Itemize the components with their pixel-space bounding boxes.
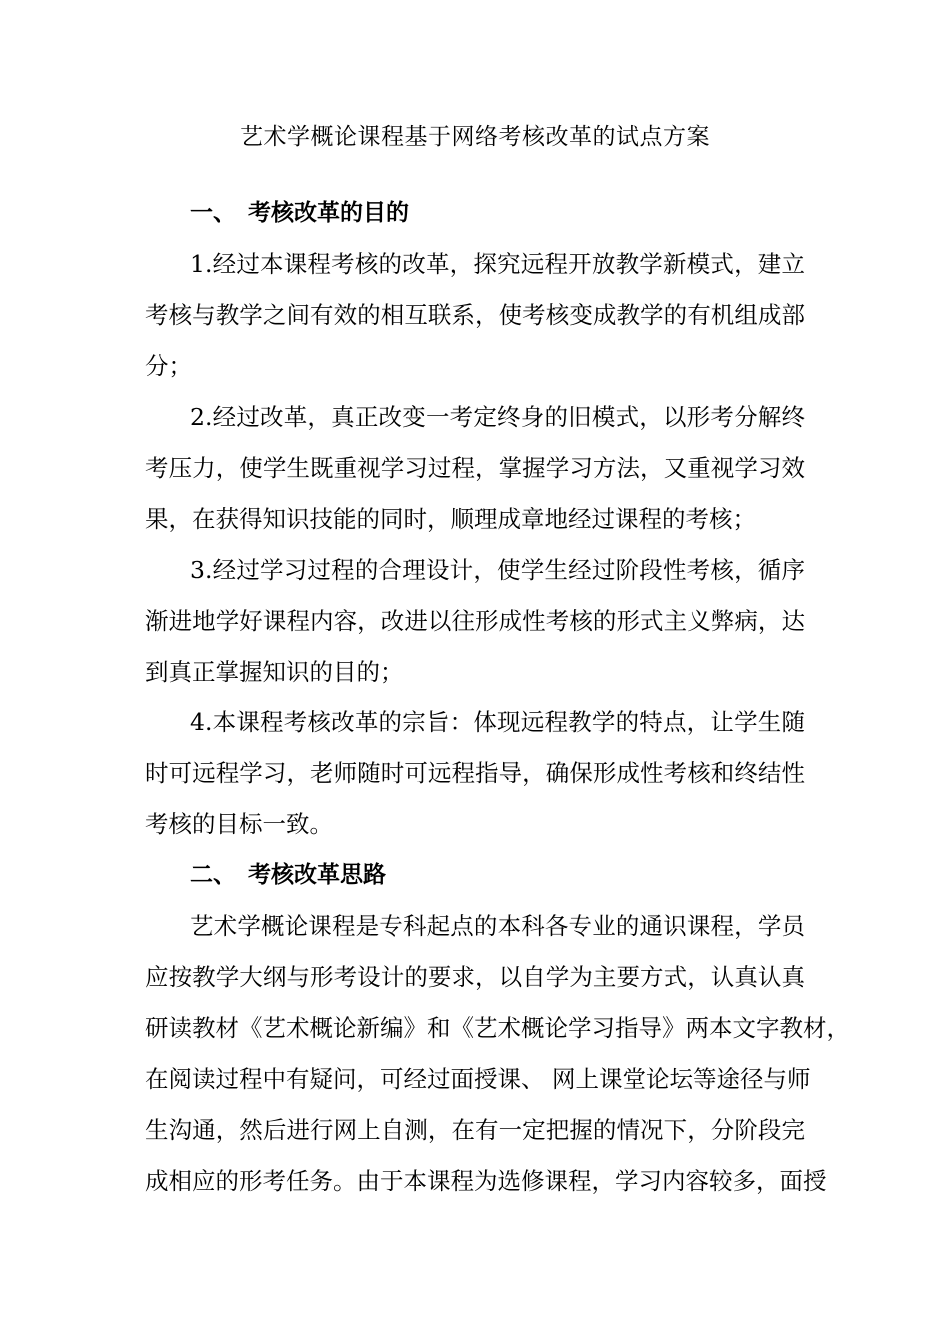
paragraph-line: 成相应的形考任务。由于本课程为选修课程，学习内容较多，面授 (145, 1167, 827, 1195)
document-title: 艺术学概论课程基于网络考核改革的试点方案 (240, 124, 710, 150)
paragraph-line: 果，在获得知识技能的同时，顺理成章地经过课程的考核； (145, 505, 756, 533)
section-1-heading (190, 198, 409, 228)
paragraph-line: 考核的目标一致。 (145, 810, 333, 838)
paragraph-line: 研读教材《艺术概论新编》和《艺术概论学习指导》两本文字教材， (145, 1014, 850, 1042)
section-1-number: 一、 (190, 199, 236, 226)
paragraph-line: 生沟通，然后进行网上自测，在有一定把握的情况下，分阶段完 (145, 1116, 805, 1144)
paragraph-line: 到真正掌握知识的目的； (145, 658, 404, 686)
paragraph-line: 艺术学概论课程是专科起点的本科各专业的通识课程，学员 (190, 912, 805, 940)
paragraph-line: 考核与教学之间有效的相互联系，使考核变成教学的有机组成部 (145, 301, 805, 329)
paragraph-line: 时可远程学习，老师随时可远程指导，确保形成性考核和终结性 (145, 759, 805, 787)
section-2-number: 二、 (190, 861, 236, 888)
paragraph-line: 1.经过本课程考核的改革，探究远程开放教学新模式，建立 (190, 250, 805, 278)
section-2-title: 考核改革思路 (248, 861, 386, 888)
paragraph-line: 在阅读过程中有疑问，可经过面授课、 网上课堂论坛等途径与师 (145, 1065, 811, 1093)
paragraph-line: 渐进地学好课程内容，改进以往形成性考核的形式主义弊病，达 (145, 607, 805, 635)
paragraph-line: 4.本课程考核改革的宗旨：体现远程教学的特点，让学生随 (190, 708, 805, 736)
paragraph-line: 3.经过学习过程的合理设计，使学生经过阶段性考核，循序 (190, 556, 805, 584)
section-1-title: 考核改革的目的 (248, 199, 409, 226)
paragraph-line: 2.经过改革，真正改变一考定终身的旧模式，以形考分解终 (190, 403, 805, 431)
paragraph-line: 考压力，使学生既重视学习过程，掌握学习方法，又重视学习效 (145, 454, 805, 482)
paragraph-line: 分； (145, 352, 192, 380)
paragraph-line: 应按教学大纲与形考设计的要求，以自学为主要方式，认真认真 (145, 963, 805, 991)
section-2-heading (190, 860, 386, 890)
